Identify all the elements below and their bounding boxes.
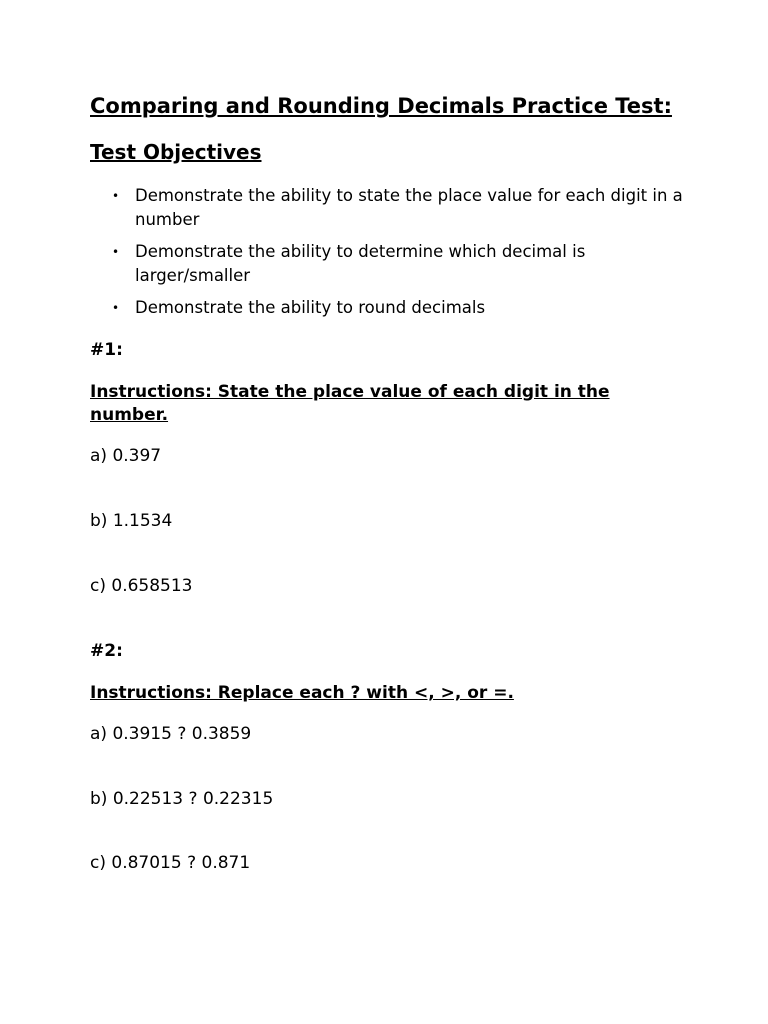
bullet-icon: • — [112, 245, 120, 259]
question-2-item-a: a) 0.3915 ? 0.3859 — [90, 724, 252, 744]
question-1-item-b: b) 1.1534 — [90, 511, 173, 531]
question-1-instructions: Instructions: State the place value of each digit in the number. — [90, 382, 610, 425]
question-2-instructions: Instructions: Replace each ? with <, >, or =. — [90, 683, 514, 703]
objective-text: Demonstrate the ability to state the place value for each digit in a number — [135, 186, 683, 229]
objective-item — [90, 296, 690, 320]
question-number-2: #2: — [90, 641, 123, 661]
objective-text: Demonstrate the ability to determine which decimal is larger/smaller — [135, 242, 586, 285]
question-1-item-a: a) 0.397 — [90, 446, 162, 466]
objectives-list — [90, 184, 690, 328]
question-2-item-c: c) 0.87015 ? 0.871 — [90, 853, 251, 873]
bullet-icon: • — [112, 301, 120, 315]
objective-item — [90, 184, 690, 232]
bullet-icon: • — [112, 189, 120, 203]
question-number-1: #1: — [90, 340, 123, 360]
question-2-item-b: b) 0.22513 ? 0.22315 — [90, 789, 274, 809]
section-heading-test-objectives: Test Objectives — [90, 140, 262, 164]
objective-text: Demonstrate the ability to round decimals — [135, 298, 486, 317]
page-title: Comparing and Rounding Decimals Practice Test: — [90, 94, 672, 118]
objective-item — [90, 240, 690, 288]
question-1-item-c: c) 0.658513 — [90, 576, 193, 596]
